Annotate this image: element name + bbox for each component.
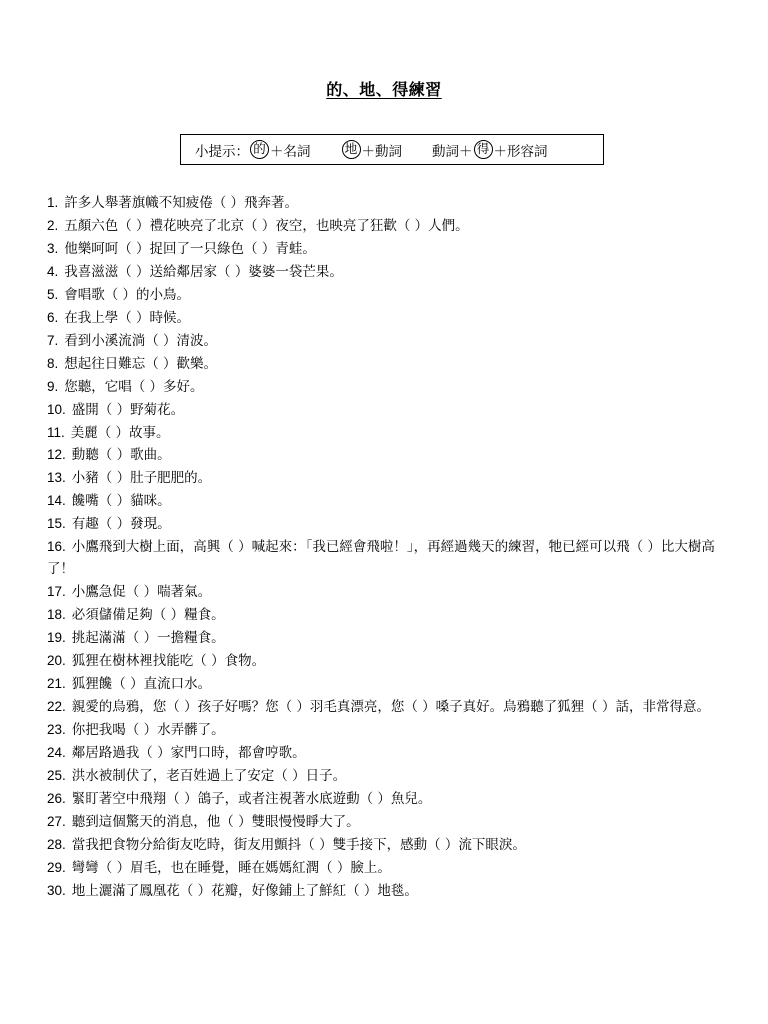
question-number: 14. <box>47 493 66 509</box>
question-item <box>47 742 737 765</box>
question-number: 29. <box>47 859 66 875</box>
hint-group-de-verb <box>341 140 403 160</box>
question-number: 18. <box>47 607 66 623</box>
question-number: 11. <box>47 424 65 440</box>
question-number: 4. <box>47 263 59 279</box>
question-text: 在我上學（ ）時候。 <box>64 309 191 326</box>
question-number: 10. <box>47 401 66 417</box>
question-number: 26. <box>47 790 66 806</box>
question-text: 盛開（ ）野菊花。 <box>71 401 185 418</box>
question-item <box>47 604 737 627</box>
question-text: 小鷹急促（ ）喘著氣。 <box>71 584 212 601</box>
question-item <box>47 238 737 261</box>
question-item <box>47 490 737 513</box>
question-item <box>47 765 737 788</box>
question-number: 20. <box>47 653 66 669</box>
question-number: 8. <box>47 355 59 371</box>
question-item <box>47 834 737 857</box>
question-text: 想起往日難忘（ ）歡樂。 <box>64 355 218 372</box>
question-text: 五顏六色（ ）禮花映亮了北京（ ）夜空，也映亮了狂歡（ ）人們。 <box>64 217 469 234</box>
question-item <box>47 880 737 903</box>
question-text: 動聽（ ）歌曲。 <box>71 447 171 464</box>
question-item <box>47 857 737 880</box>
hint-rule-text: ＋名詞 <box>270 143 311 160</box>
question-number: 7. <box>47 332 59 348</box>
question-number: 13. <box>47 470 66 486</box>
question-text: 當我把食物分給街友吃時，街友用顫抖（ ）雙手接下，感動（ ）流下眼淚。 <box>71 836 526 853</box>
question-item <box>47 261 737 284</box>
question-item <box>47 788 737 811</box>
question-text: 會唱歌（ ）的小鳥。 <box>64 286 191 303</box>
question-number: 3. <box>47 240 59 256</box>
question-item <box>47 696 737 719</box>
page-title: 的、地、得練習 <box>326 80 442 99</box>
question-text: 鄰居路過我（ ）家門口時，都會哼歌。 <box>71 744 306 761</box>
circled-char-de: 的 <box>250 140 269 159</box>
hint-box <box>180 134 604 165</box>
question-text: 狐狸在樹林裡找能吃（ ）食物。 <box>71 653 266 670</box>
question-text: 小豬（ ）肚子肥肥的。 <box>71 470 212 487</box>
question-item <box>47 192 737 215</box>
question-text: 饞嘴（ ）貓咪。 <box>71 493 171 510</box>
question-number: 21. <box>47 676 66 692</box>
question-item <box>47 467 737 490</box>
question-number: 6. <box>47 309 59 325</box>
question-item <box>47 330 737 353</box>
hint-rule-text: ＋動詞 <box>361 143 402 160</box>
question-item <box>47 376 737 399</box>
question-number: 17. <box>47 584 66 600</box>
question-item <box>47 719 737 742</box>
question-text: 看到小溪流淌（ ）清波。 <box>64 332 218 349</box>
question-text: 地上灑滿了鳳凰花（ ）花瓣，好像鋪上了鮮紅（ ）地毯。 <box>71 882 418 899</box>
question-text: 我喜滋滋（ ）送給鄰居家（ ）婆婆一袋芒果。 <box>64 263 343 280</box>
question-item <box>47 673 737 696</box>
question-text: 許多人舉著旗幟不知疲倦（ ）飛奔著。 <box>64 195 299 211</box>
question-number: 27. <box>47 813 66 829</box>
question-text: 您聽，它唱（ ）多好。 <box>64 378 204 395</box>
question-number: 28. <box>47 836 66 852</box>
question-text: 親愛的烏鴉，您（ ）孩子好嗎？您（ ）羽毛真漂亮，您（ ）嗓子真好。烏鴉聽了狐狸（ ）話，非常得意。 <box>71 698 710 715</box>
question-item <box>47 215 737 238</box>
question-text: 他樂呵呵（ ）捉回了一只綠色（ ）青蛙。 <box>64 240 316 257</box>
question-number: 1. <box>47 195 59 210</box>
question-text: 小鷹飛到大樹上面，高興（ ）喊起來：「我已經會飛啦！」，再經過幾天的練習，牠已經可以飛（ ）比大樹高了！ <box>47 539 715 578</box>
hint-rule-text: ＋形容詞 <box>493 143 548 160</box>
question-text: 挑起滿滿（ ）一擔糧食。 <box>71 630 225 647</box>
circled-char-dei: 得 <box>474 140 493 159</box>
question-number: 22. <box>47 698 66 714</box>
hint-group-de-adjective <box>432 140 548 160</box>
question-item <box>47 284 737 307</box>
question-item <box>47 353 737 376</box>
question-text: 緊盯著空中飛翔（ ）鴿子，或者注視著水底遊動（ ）魚兒。 <box>71 790 432 807</box>
question-text: 你把我喝（ ）水弄髒了。 <box>71 721 225 738</box>
question-number: 5. <box>47 286 59 302</box>
question-text: 聽到這個驚天的消息，他（ ）雙眼慢慢睜大了。 <box>71 813 360 830</box>
question-text: 有趣（ ）發現。 <box>71 516 171 533</box>
question-text: 洪水被制伏了，老百姓過上了安定（ ）日子。 <box>71 767 347 784</box>
question-item <box>47 307 737 330</box>
hint-rule-prefix: 動詞＋ <box>432 143 473 160</box>
hint-prefix: 小提示： <box>195 143 249 160</box>
question-item <box>47 650 737 673</box>
question-item <box>47 581 737 604</box>
question-number: 24. <box>47 744 66 760</box>
question-item <box>47 513 737 536</box>
question-text: 必須儲備足夠（ ）糧食。 <box>71 607 225 624</box>
question-item <box>47 627 737 650</box>
question-text: 狐狸饞（ ）直流口水。 <box>71 676 212 693</box>
question-number: 25. <box>47 767 66 783</box>
question-number: 16. <box>47 539 66 555</box>
hint-group-de-noun <box>249 140 311 160</box>
question-item <box>47 422 737 445</box>
question-number: 12. <box>47 447 66 463</box>
question-number: 30. <box>47 882 66 898</box>
circled-char-di: 地 <box>342 140 361 159</box>
question-item <box>47 536 737 581</box>
question-item <box>47 811 737 834</box>
question-item <box>47 444 737 467</box>
question-text: 美麗（ ）故事。 <box>70 424 170 441</box>
question-item <box>47 399 737 422</box>
question-number: 2. <box>47 217 59 233</box>
question-list <box>47 192 737 903</box>
question-number: 23. <box>47 721 66 737</box>
question-text: 彎彎（ ）眉毛，也在睡覺，睡在媽媽紅潤（ ）臉上。 <box>71 859 391 876</box>
question-number: 15. <box>47 516 66 532</box>
question-number: 9. <box>47 378 59 394</box>
question-number: 19. <box>47 630 66 646</box>
